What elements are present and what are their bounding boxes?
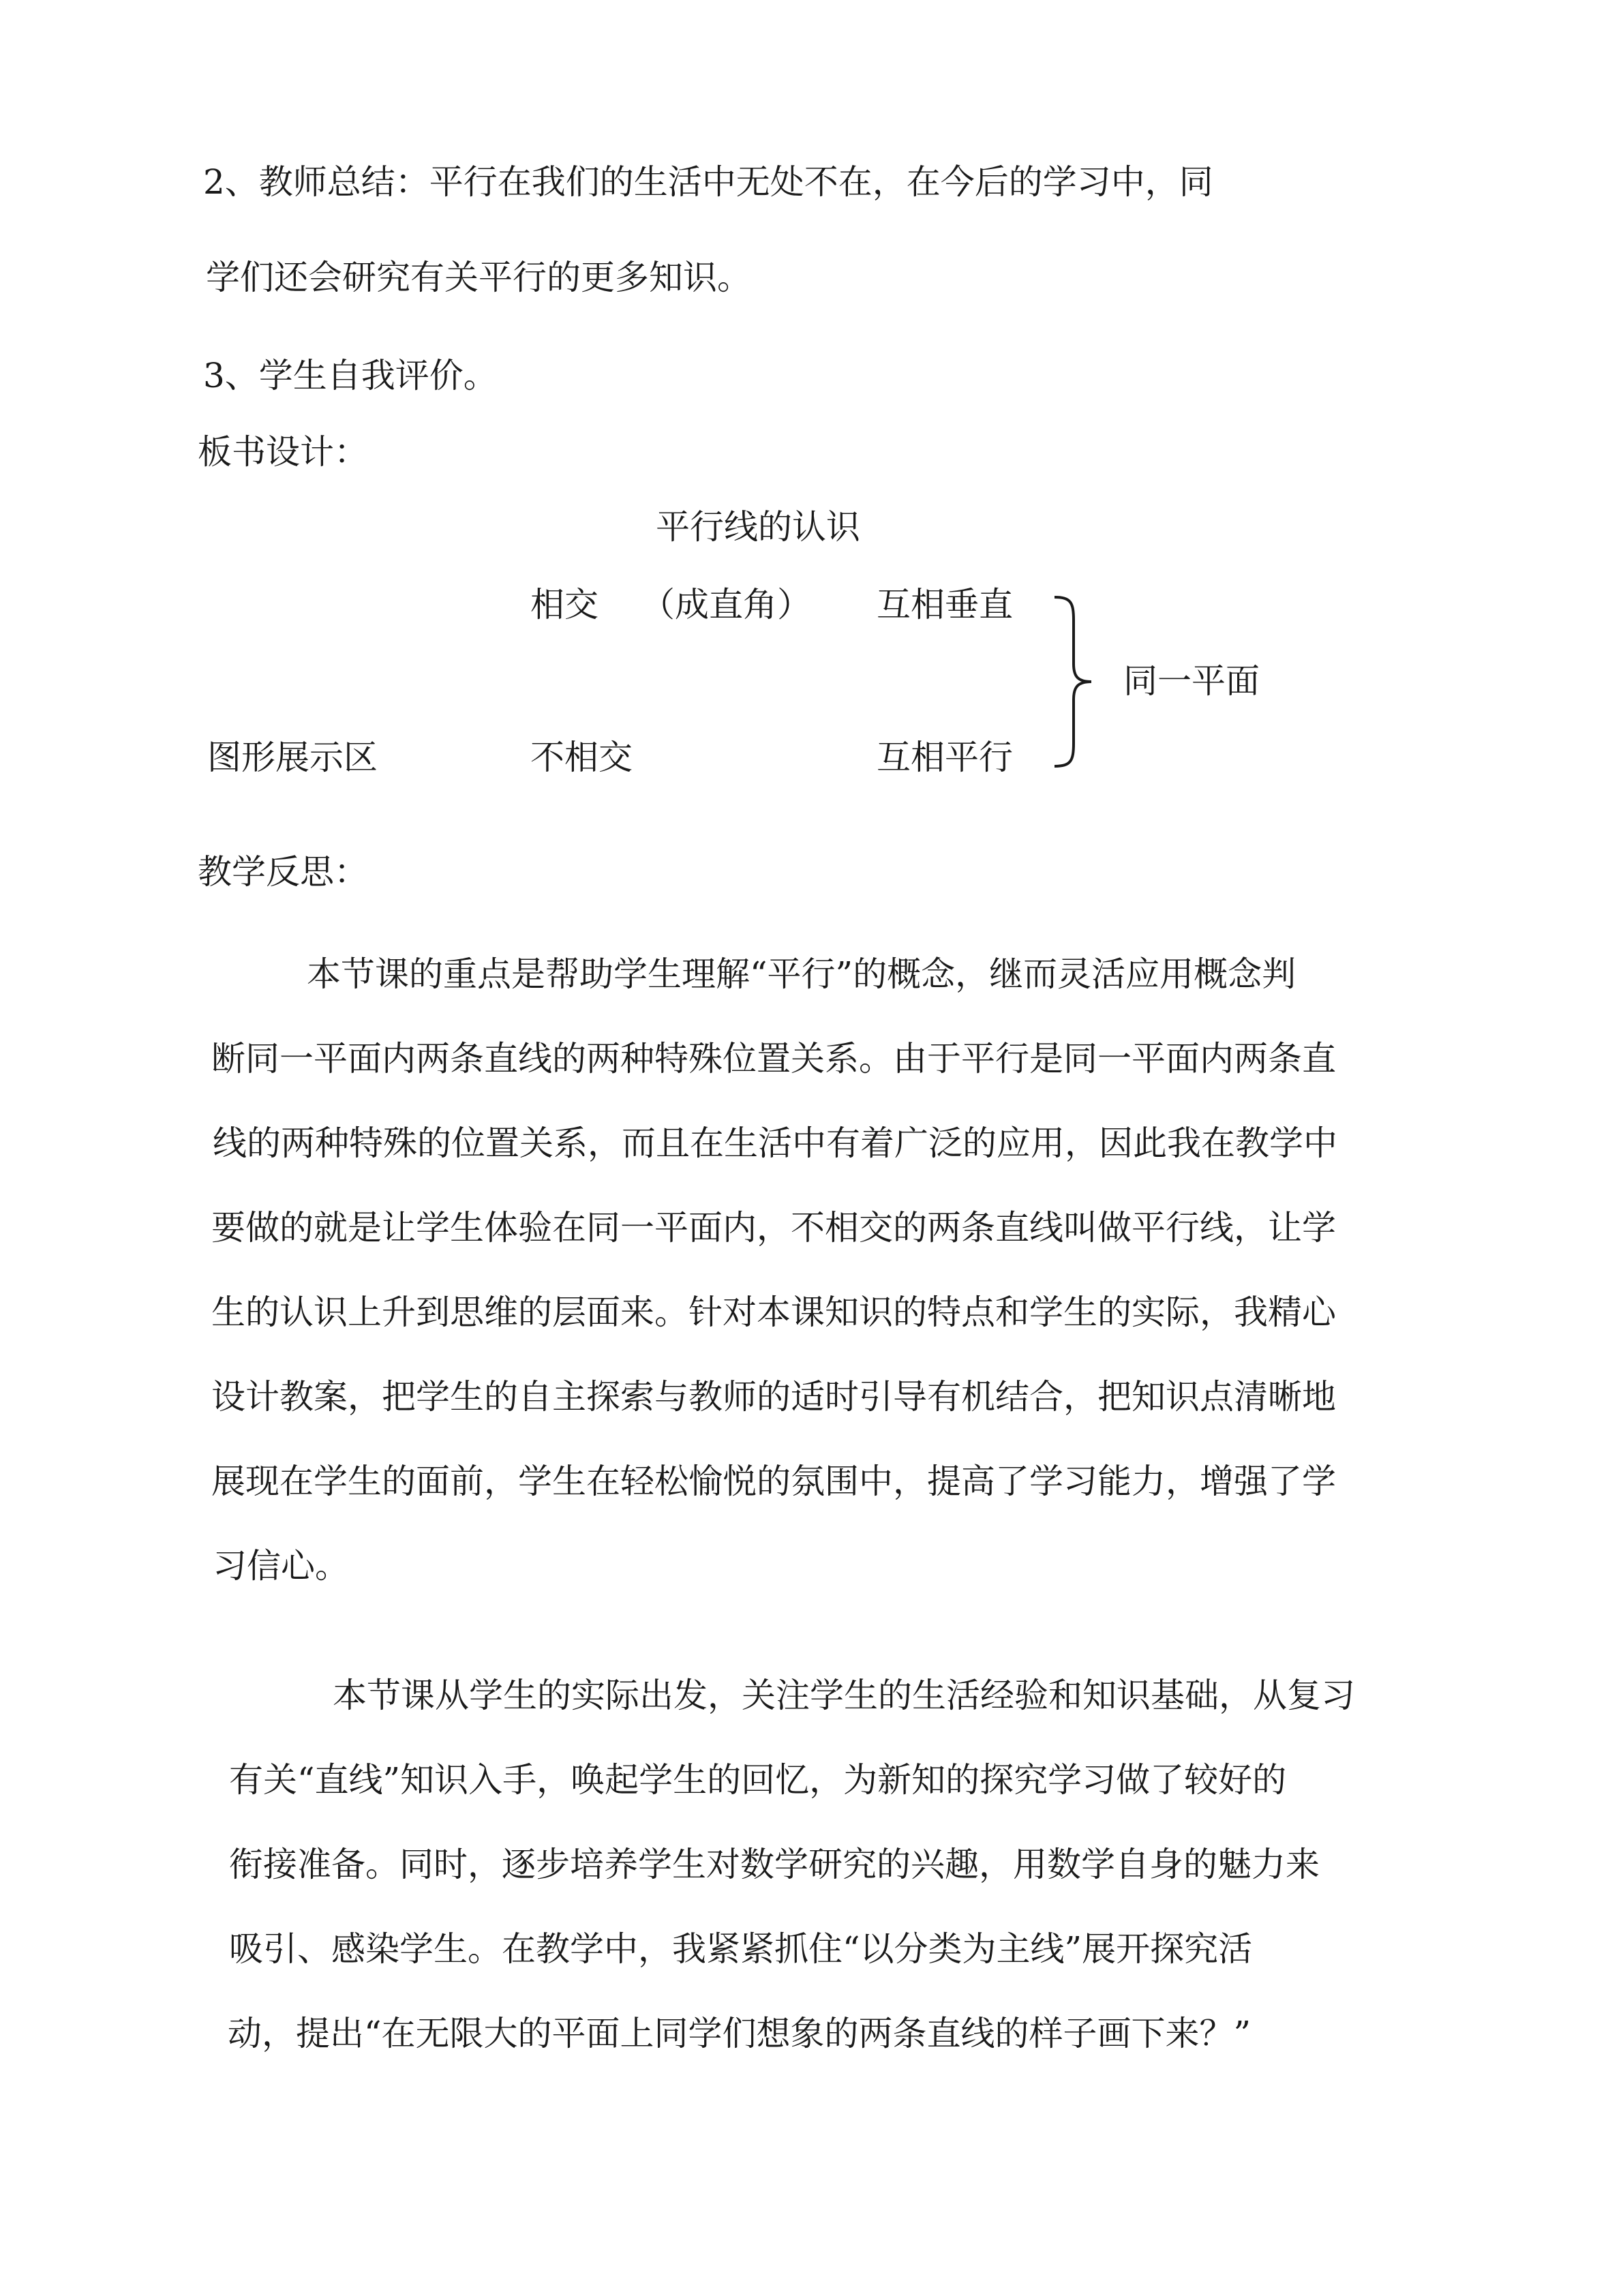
board-perpendicular: 互相垂直 (877, 585, 1013, 624)
item2-line2: 学们还会研究有关平行的更多知识。 (206, 258, 751, 297)
reflection-p1-line: 线的两种特殊的位置关系，而且在生活中有着广泛的应用，因此我在教学中 (213, 1123, 1337, 1163)
item3: 3、学生自我评价。 (203, 356, 498, 395)
reflection-p1-line: 要做的就是让学生体验在同一平面内，不相交的两条直线叫做平行线，让学 (211, 1208, 1336, 1248)
reflection-p1-line: 本节课的重点是帮助学生理解“平行”的概念，继而灵活应用概念判 (307, 954, 1296, 994)
item2-line1: 2、教师总结：平行在我们的生活中无处不在，在今后的学习中，同 (203, 162, 1213, 202)
board-figure-area: 图形展示区 (207, 738, 378, 777)
reflection-p2-line: 有关“直线”知识入手，唤起学生的回忆，为新知的探究学习做了较好的 (229, 1760, 1287, 1800)
reflection-p2-line: 本节课从学生的实际出发，关注学生的生活经验和知识基础，从复习 (333, 1676, 1355, 1715)
reflection-heading: 教学反思： (198, 852, 368, 892)
reflection-p1-line: 设计教案，把学生的自主探索与教师的适时引导有机结合，把知识点清晰地 (211, 1377, 1336, 1417)
reflection-p2-line: 动，提出“在无限大的平面上同学们想象的两条直线的样子画下来？” (228, 2014, 1252, 2053)
board-parallel: 互相平行 (877, 738, 1013, 777)
board-intersect: 相交 (530, 585, 598, 624)
curly-brace-icon (1053, 593, 1094, 770)
board-same-plane: 同一平面 (1123, 661, 1260, 701)
reflection-p1-line: 生的认识上升到思维的层面来。针对本课知识的特点和学生的实际，我精心 (211, 1293, 1336, 1332)
reflection-p2-line: 吸引、感染学生。在教学中，我紧紧抓住“以分类为主线”展开探究活 (229, 1929, 1253, 1969)
reflection-p1-line: 断同一平面内两条直线的两种特殊位置关系。由于平行是同一平面内两条直 (211, 1039, 1336, 1078)
reflection-p1-line: 展现在学生的面前，学生在轻松愉悦的氛围中，提高了学习能力，增强了学 (211, 1462, 1336, 1501)
board-heading: 板书设计： (198, 432, 368, 472)
board-right-angle: （成直角） (641, 585, 811, 624)
reflection-p2-line: 衔接准备。同时，逐步培养学生对数学研究的兴趣，用数学自身的魅力来 (229, 1845, 1320, 1884)
board-title: 平行线的认识 (656, 507, 860, 547)
reflection-p1-line: 习信心。 (213, 1546, 349, 1586)
board-not-intersect: 不相交 (530, 738, 633, 777)
